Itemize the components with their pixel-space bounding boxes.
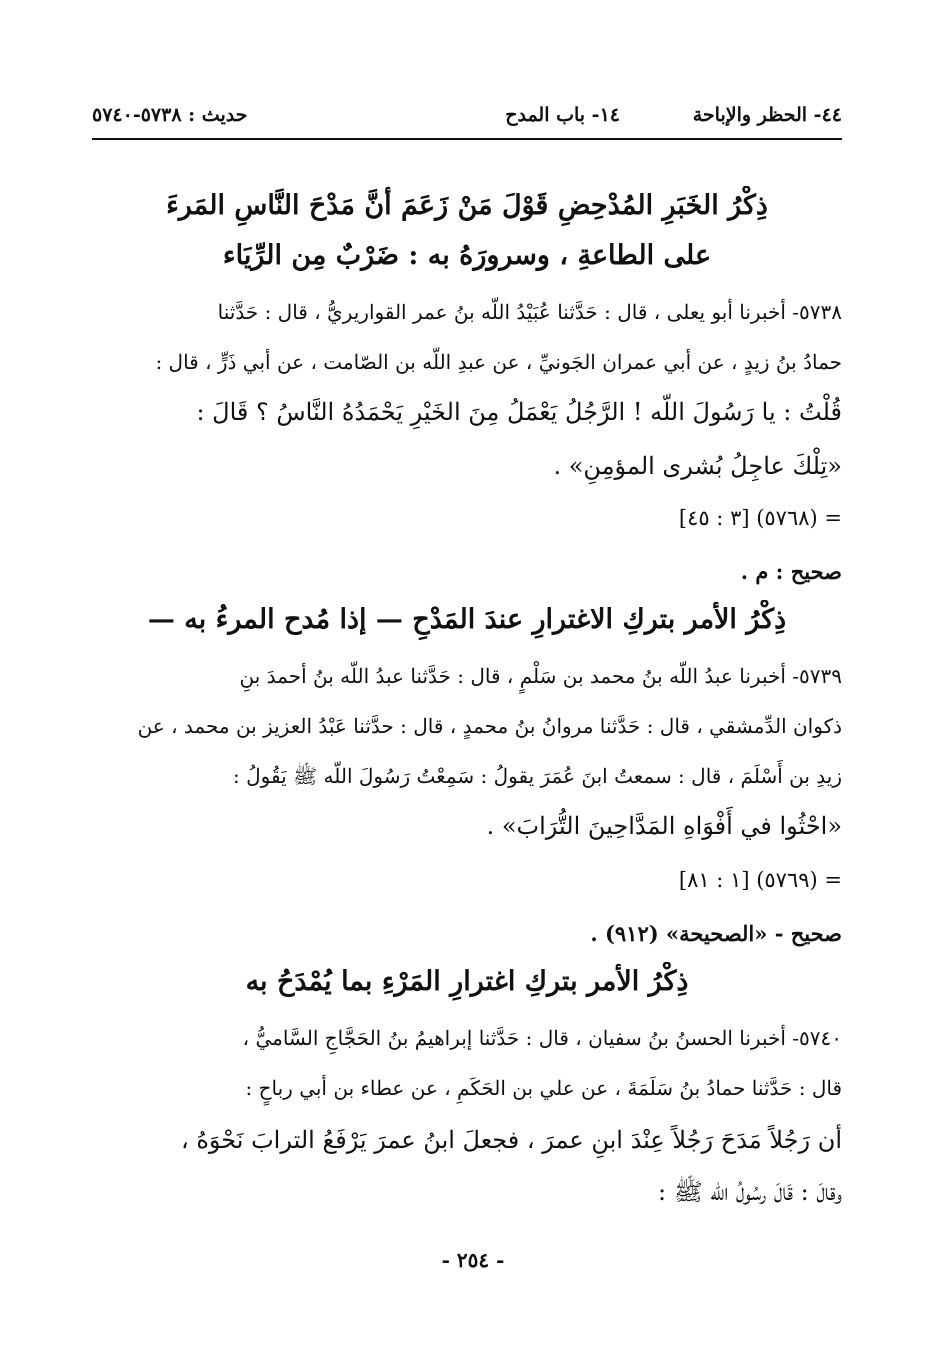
hadith-5738-line-1: ٥٧٣٨- أخبرنا أبو يعلى ، قال : حَدَّثنا عُبَيْدُ اللّه بنُ عمر القواريريُّ ، قال : حَدَّثنا	[217, 300, 842, 324]
hadith-5740-line-4: وقالَ : قَالَ رسُولُ اللّه ﷺ :	[658, 1178, 842, 1206]
header-chapter: ٤٤- الحظر والإباحة	[692, 104, 842, 126]
hadith-5739-grade: صحيح - «الصحيحة» (٩١٢) .	[590, 921, 842, 946]
page-number: - ٢٥٤ -	[441, 1248, 505, 1272]
hadith-5739-reference: = (٥٧٦٩) [١ : ٨١]	[678, 868, 842, 892]
hadith-5740-line-1: ٥٧٤٠- أخبرنا الحسنُ بنُ سفيان ، قال : حَدَّثنا إبراهيمُ بنُ الحَجَّاجِ السَّاميُّ ،	[242, 1026, 842, 1050]
hadith-5740-line-2: قال : حَدَّثنا حمادُ بنُ سَلَمَةَ ، عن علي بن الحَكَمِ ، عن عطاء بن أبي رباحٍ :	[245, 1076, 842, 1100]
hadith-5738-grade: صحيح : م .	[740, 559, 842, 584]
header-section: ١٤- باب المدح	[505, 104, 620, 126]
hadith-5738-line-3: قُلْتُ : يا رَسُولَ اللّه ! الرَّجُلُ يَعْمَلُ مِنَ الخَيْرِ يَحْمَدُهُ النَّاسُ ؟ قَالَ :	[196, 398, 842, 426]
running-header	[92, 100, 842, 134]
section-title-2: ذِكْرُ الأمر بتركِ الاغترارِ عندَ المَدْحِ — إذا مُدح المرءُ به —	[147, 604, 787, 635]
hadith-5739-line-1: ٥٧٣٩- أخبرنا عبدُ اللّه بنُ محمد بن سَلْمٍ ، قال : حَدَّثنا عبدُ اللّه بنُ أحمدَ بنِ	[239, 664, 842, 688]
header-rule	[92, 138, 842, 140]
hadith-5739-line-3: زيدِ بن أَسْلَمَ ، قال : سمعتُ ابنَ عُمَرَ يقولُ : سَمِعْتُ رَسُولَ اللّه ﷺ يَقُولُ :	[233, 764, 842, 788]
hadith-5738-line-4: «تِلْكَ عاجِلُ بُشرى المؤمِنِ» .	[553, 452, 842, 480]
hadith-5738-line-2: حمادُ بنُ زيدٍ ، عن أبي عمران الجَونيِّ ، عن عبدِ اللّه بن الصّامت ، عن أبي ذَرٍّ ، قال :	[155, 350, 842, 374]
hadith-5738-reference: = (٥٧٦٨) [٣ : ٤٥]	[678, 506, 842, 530]
section-title-1-line-1: ذِكْرُ الخَبَرِ المُدْحِضِ قَوْلَ مَنْ زَعَمَ أنَّ مَدْحَ النَّاسِ المَرءَ	[166, 190, 768, 221]
section-title-3: ذِكْرُ الأمر بتركِ اغترارِ المَرْءِ بما يُمْدَحُ به	[245, 966, 689, 997]
header-hadith-range: حديث : ٥٧٣٨-٥٧٤٠	[92, 104, 248, 126]
hadith-5739-line-2: ذكوان الدِّمشقي ، قال : حَدَّثنا مروانُ بنُ محمدٍ ، قال : حدَّثنا عَبْدُ العزيز بن محمد ، عن	[137, 714, 842, 738]
hadith-5739-line-4: «احْثُوا في أَفْوَاهِ المَدَّاحِينَ التُّرَابَ» .	[486, 812, 842, 840]
section-title-1-line-2: على الطاعةِ ، وسرورَهُ به : ضَرْبٌ مِن الرِّيَاء	[222, 240, 712, 271]
hadith-5740-line-3: أن رَجُلاً مَدَحَ رَجُلاً عِنْدَ ابنِ عمرَ ، فجعلَ ابنُ عمرَ يَرْفَعُ الترابَ نَحْوَهُ ،	[180, 1126, 842, 1154]
